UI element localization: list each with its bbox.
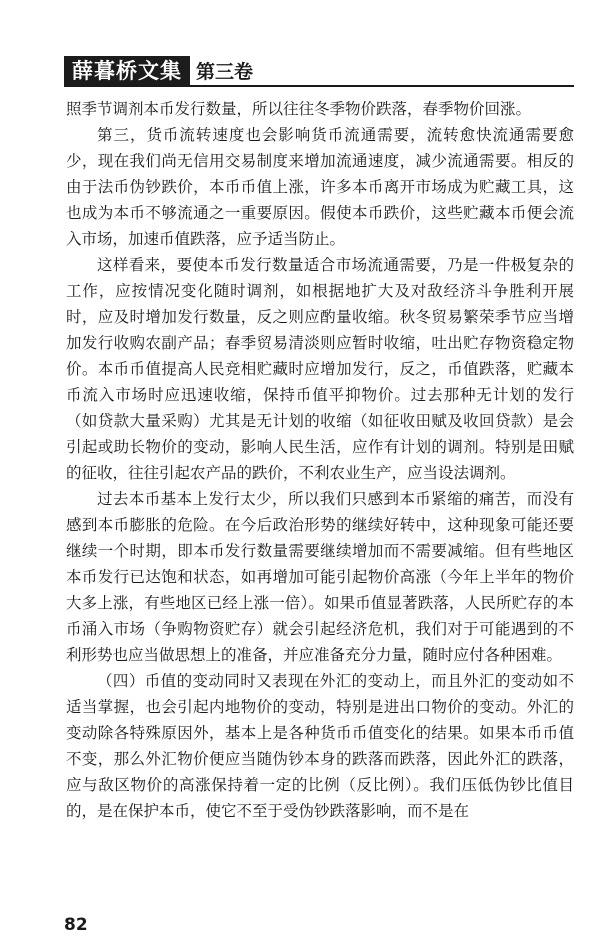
series-title: 薛暮桥文集 — [64, 56, 190, 86]
paragraph: （四）币值的变动同时又表现在外汇的变动上，而且外汇的变动如不适当掌握，也会引起内地物价的变动，特别是进出口物价的变动。外汇的变动除各特殊原因外，基本上是各种货币币值变化的结果。如果本币币值不变，那么外汇物价便应当随伪钞本身的跌落而跌落，因此外汇的跌落，应与敌区物价的高涨保持着一定的比例（反比例）。我们压低伪钞比值目的，是在保护本币，使它不至于受伪钞跌落影响，而不是在 — [66, 672, 574, 820]
page-number: 82 — [64, 915, 88, 935]
paragraph: 第三，货币流转速度也会影响货币流通需要，流转愈快流通需要愈少，现在我们尚无信用交易制度来增加流通速度，减少流通需要。相反的由于法币伪钞跌价，本币币值上涨，许多本币离开市场成为贮藏工具，这也成为本币不够流通之一重要原因。假使本币跌价，这些贮藏本币便会流入市场，加速币值跌落，应予适当防止。 — [66, 126, 574, 248]
paragraph: 过去本币基本上发行太少，所以我们只感到本币紧缩的痛苦，而没有感到本币膨胀的危险。在今后政治形势的继续好转中，这种现象可能还要继续一个时期，即本币发行数量需要继续增加而不需要减缩。但有些地区本币发行已达饱和状态，如再增加可能引起物价高涨（今年上半年的物价大多上涨，有些地区已经上涨一倍）。如果币值显著跌落，人民所贮存的本币涌入市场（争购物资贮存）就会引起经济危机，我们对于可能遇到的不利形势也应当做思想上的准备，并应准备充分力量，随时应付各种困难。 — [66, 490, 574, 664]
body-text — [66, 96, 574, 824]
paragraph: 这样看来，要使本币发行数量适合市场流通需要，乃是一件极复杂的工作，应按情况变化随时调剂，如根据地扩大及对敌经济斗争胜利开展时，应及时增加发行数量，反之则应酌量收缩。秋冬贸易繁荣季节应当增加发行收购农副产品；春季贸易清淡则应暂时收缩，吐出贮存物资稳定物价。本币币值提高人民竞相贮藏时应增加发行，反之，币值跌落，贮藏本币流入市场时应迅速收缩，保持币值平抑物价。过去那种无计划的发行（如贷款大量采购）尤其是无计划的收缩（如征收田赋及收回贷款）是会引起或助长物价的变动，影响人民生活，应作有计划的调剂。特别是田赋的征收，往往引起农产品的跌价，不利农业生产，应当设法调剂。 — [66, 256, 574, 482]
running-header — [64, 50, 574, 90]
paragraph-continuation: 照季节调剂本币发行数量，所以往往冬季物价跌落，春季物价回涨。 — [66, 100, 532, 118]
header-rule — [64, 85, 574, 87]
volume-label: 第三卷 — [196, 61, 254, 83]
